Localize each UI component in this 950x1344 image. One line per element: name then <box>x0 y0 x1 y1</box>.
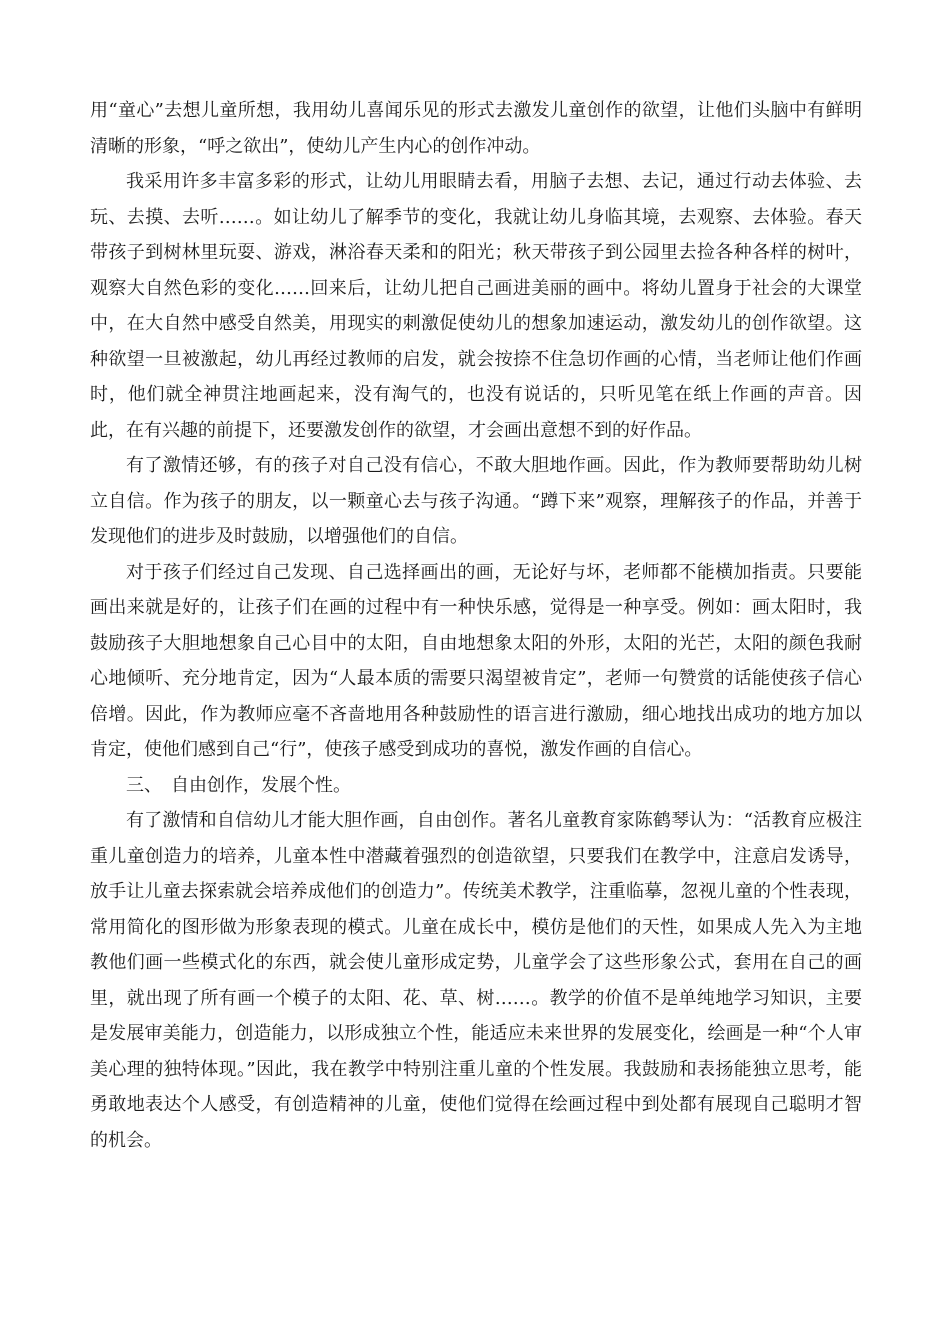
paragraph-1: 用“童心”去想儿童所想，我用幼儿喜闻乐见的形式去激发儿童创作的欲望，让他们头脑中有鲜明清晰的形象，“呼之欲出”，使幼儿产生内心的创作冲动。 <box>90 100 862 157</box>
paragraph-5: 有了激情和自信幼儿才能大胆作画，自由创作。著名儿童教育家陈鹤琴认为：“活教育应极注重儿童创造力的培养，儿童本性中潜藏着强烈的创造欲望，只要我们在教学中，注意启发诱导，放手让儿童去探索就会培养成他们的创造力”。传统美术教学，注重临摹，忽视儿童的个性表现，常用简化的图形做为形象表现的模式。儿童在成长中，模仿是他们的天性，如果成人先入为主地教他们画一些模式化的东西，就会使儿童形成定势，儿童学会了这些形象公式，套用在自己的画里，就出现了所有画一个模子的太阳、花、草、树……。教学的价值不是单纯地学习知识，主要是发展审美能力，创造能力，以形成独立个性，能适应未来世界的发展变化，绘画是一种“个人审美心理的独特体现。”因此，我在教学中特别注重儿童的个性发展。我鼓励和表扬能独立思考，能勇敢地表达个人感受，有创造精神的儿童，使他们觉得在绘画过程中到处都有展现自己聪明才智的机会。 <box>90 810 862 1151</box>
paragraph-4: 对于孩子们经过自己发现、自己选择画出的画，无论好与坏，老师都不能横加指责。只要能画出来就是好的，让孩子们在画的过程中有一种快乐感，觉得是一种享受。例如：画太阳时，我鼓励孩子大胆地想象自己心目中的太阳，自由地想象太阳的外形，太阳的光芒，太阳的颜色我耐心地倾听、充分地肯定，因为“人最本质的需要只渴望被肯定”，老师一句赞赏的话能使孩子信心倍增。因此，作为教师应毫不吝啬地用各种鼓励性的语言进行激励，细心地找出成功的地方加以肯定，使他们感到自己“行”，使孩子感受到成功的喜悦，激发作画的自信心。 <box>90 561 862 760</box>
paragraph-2: 我采用许多丰富多彩的形式，让幼儿用眼睛去看，用脑子去想、去记，通过行动去体验、去玩、去摸、去听……。如让幼儿了解季节的变化，我就让幼儿身临其境，去观察、去体验。春天带孩子到树林里玩耍、游戏，淋浴春天柔和的阳光；秋天带孩子到公园里去捡各种各样的树叶，观察大自然色彩的变化……回来后，让幼儿把自己画进美丽的画中。将幼儿置身于社会的大课堂中，在大自然中感受自然美，用现实的刺激促使幼儿的想象加速运动，激发幼儿的创作欲望。这种欲望一旦被激起，幼儿再经过教师的启发，就会按捺不住急切作画的心情，当老师让他们作画时，他们就全神贯注地画起来，没有淘气的，也没有说话的，只听见笔在纸上作画的声音。因此，在有兴趣的前提下，还要激发创作的欲望，才会画出意想不到的好作品。 <box>90 171 862 441</box>
paragraph-3: 有了激情还够，有的孩子对自己没有信心，不敢大胆地作画。因此，作为教师要帮助幼儿树立自信。作为孩子的朋友，以一颗童心去与孩子沟通。“蹲下来”观察，理解孩子的作品，并善于发现他们的进步及时鼓励，以增强他们的自信。 <box>90 455 862 547</box>
section-heading-3: 三、 自由创作，发展个性。 <box>126 774 351 796</box>
document-page <box>90 93 862 1158</box>
